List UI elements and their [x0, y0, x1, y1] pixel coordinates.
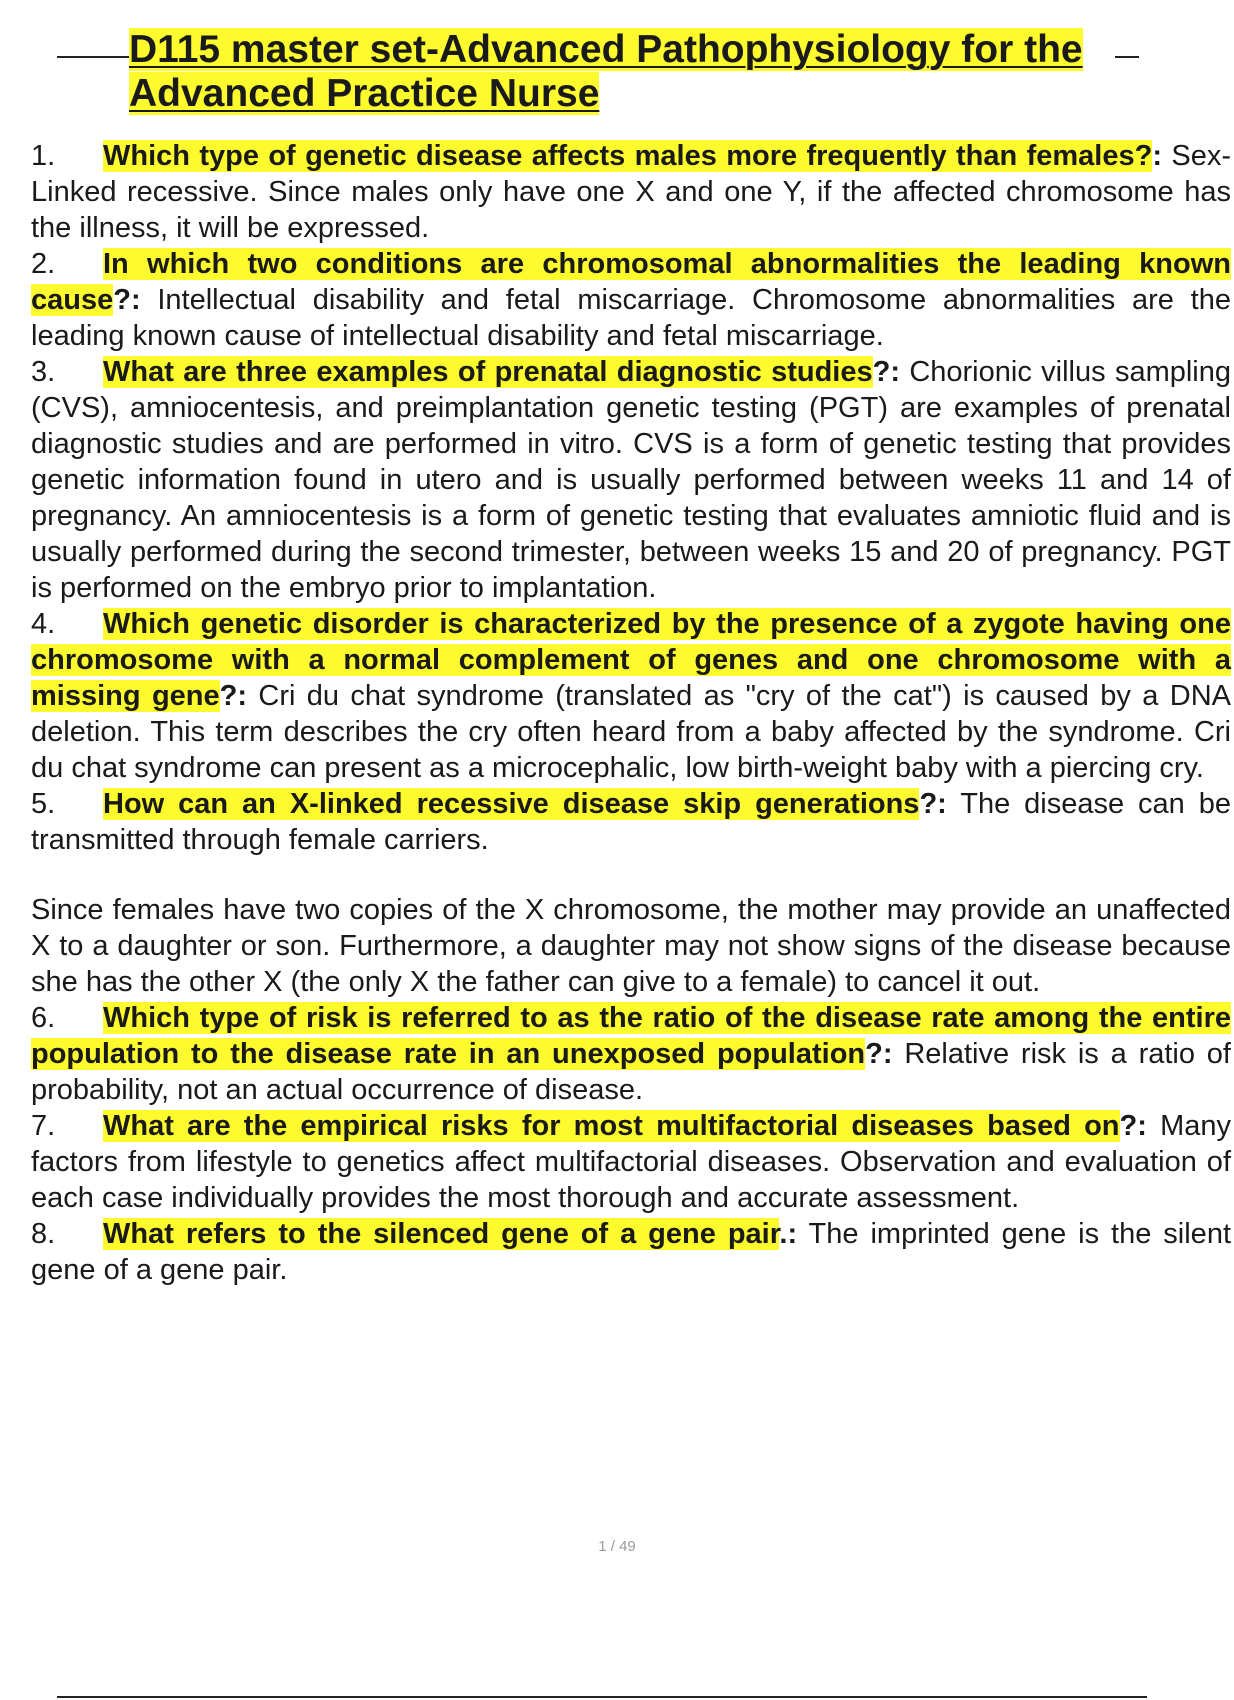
page-number: 1 / 49 [598, 1538, 636, 1555]
answer-text: Relative risk is a ratio of probability, not an actual occurrence of disease. [31, 1038, 1231, 1106]
question-text: Which type of genetic disease affects males more frequently than females? [103, 140, 1153, 172]
qa-item [31, 1000, 1231, 1108]
item-number: 4. [31, 608, 56, 640]
item-number: 8. [31, 1218, 56, 1250]
item-number: 5. [31, 788, 56, 820]
title-block [57, 28, 1147, 116]
item-number: 6. [31, 1002, 56, 1034]
question-text: In which two conditions are chromosomal abnormalities the leading known cause [31, 248, 1231, 316]
answer-text: Cri du chat syndrome (translated as "cry of the cat") is caused by a DNA deletion. This term describes the cry often heard from a baby affected by the syndrome. Cri du chat syndrome can present as a microcephalic, low birth-weight baby with a piercing cry. [31, 680, 1231, 784]
footer-divider [57, 1696, 1147, 1698]
title-rule-left [57, 56, 129, 58]
answer-text: The disease can be transmitted through female carriers. [31, 788, 1231, 856]
qa-item [31, 138, 1231, 246]
question-separator: ?: [113, 284, 141, 316]
page-title [129, 28, 1129, 116]
item-number: 7. [31, 1110, 56, 1142]
qa-item [31, 354, 1231, 606]
qa-list [31, 138, 1231, 1288]
page-title-line2: Advanced Practice Nurse [129, 72, 600, 115]
question-separator: ?: [1119, 1110, 1147, 1142]
question-separator: ?: [919, 788, 947, 820]
answer-text: Intellectual disability and fetal miscarriage. Chromosome abnormalities are the leading known cause of intellectual disability and fetal miscarriage. [31, 284, 1231, 352]
qa-item [31, 786, 1231, 858]
question-text: Which type of risk is referred to as the ratio of the disease rate among the entire population to the disease rate in an unexposed population [31, 1002, 1231, 1070]
question-separator: .: [779, 1218, 798, 1250]
question-text: What are three examples of prenatal diagnostic studies [103, 356, 873, 388]
answer-text: The imprinted gene is the silent gene of a gene pair. [31, 1218, 1231, 1286]
answer-text: Chorionic villus sampling (CVS), amniocentesis, and preimplantation genetic testing (PGT) are examples of prenatal diagnostic studies and are performed in vitro. CVS is a form of genetic testing that provides genetic information found in utero and is usually performed between weeks 11 and 14 of pregnancy. An amniocentesis is a form of genetic testing that evaluates amniotic fluid and is usually performed during the second trimester, between weeks 15 and 20 of pregnancy. PGT is performed on the embryo prior to implantation. [31, 356, 1232, 604]
question-separator: ?: [872, 356, 900, 388]
item-number: 2. [31, 248, 56, 280]
question-text: What are the empirical risks for most multifactorial diseases based on [103, 1110, 1120, 1142]
qa-item [31, 246, 1231, 354]
answer-text: Sex-Linked recessive. Since males only have one X and one Y, if the affected chromosome has the illness, it will be expressed. [31, 140, 1231, 244]
question-separator: ?: [865, 1038, 893, 1070]
answer-paragraph: Since females have two copies of the X chromosome, the mother may provide an unaffected X to a daughter or son. Furthermore, a daughter may not show signs of the disease because she has the other X (the only X the father can give to a female) to cancel it out. [31, 894, 1231, 998]
qa-item [31, 1216, 1231, 1288]
answer-text: Many factors from lifestyle to genetics affect multifactorial diseases. Observation and evaluation of each case individually provides the most thorough and accurate assessment. [31, 1110, 1231, 1214]
question-separator: ?: [219, 680, 248, 712]
page-title-line1: D115 master set-Advanced Pathophysiology for the [129, 28, 1083, 71]
question-text: What refers to the silenced gene of a gene pair [103, 1218, 780, 1250]
question-separator: : [1152, 140, 1162, 172]
item-number: 3. [31, 356, 56, 388]
title-rule-right [1115, 56, 1139, 58]
qa-item [31, 1108, 1231, 1216]
question-text: How can an X-linked recessive disease skip generations [103, 788, 920, 820]
qa-item [31, 606, 1231, 786]
item-number: 1. [31, 140, 56, 172]
question-text: Which genetic disorder is characterized by the presence of a zygote having one chromosome with a normal complement of genes and one chromosome with a missing gene [31, 608, 1231, 712]
